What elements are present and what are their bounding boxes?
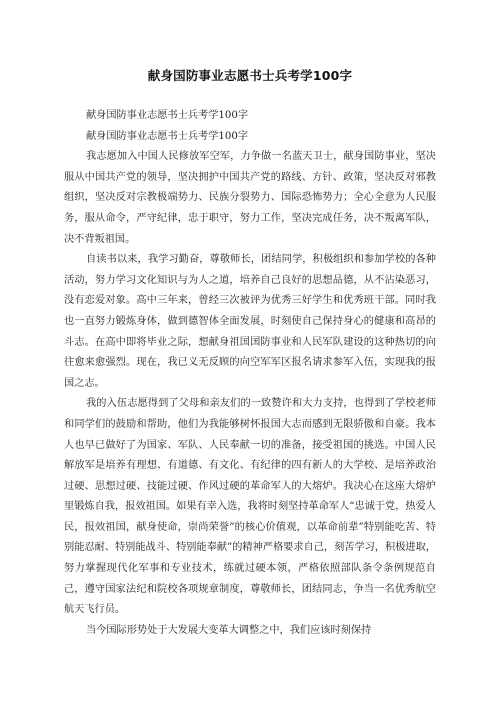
paragraph-study: 自读书以来，我学习勤奋，尊敬师长，团结同学，积极组织和参加学校的各种活动，努力学习文化知识与为人之道，培养自己良好的思想品德，从不沾染恶习，没有恋爱对象。高中三年来，曾经三次被评为优秀三好学生和优秀班干部。同时我也一直努力锻炼身体，做到德智体全面发展，时刻使自己保持身心的健康和高昂的斗志。在高中即将毕业之际，想献身祖国国防事业和人民军队建设的这种热切的向往愈来愈强烈。现在，我已义无反顾的向空军军区报名请求参军入伍，实现我的报国之志。 (64, 254, 436, 389)
subtitle-line: 献身国防事业志愿书士兵考学100字 (86, 110, 249, 121)
paragraph-situation: 当今国际形势处于大发展大变革大调整之中，我们应该时刻保持 (86, 624, 372, 636)
subtitle-block (64, 106, 436, 147)
subtitle-line: 献身国防事业志愿书士兵考学100字 (86, 130, 249, 142)
paragraph-support: 我的入伍志愿得到了父母和亲友们的一致赞许和大力支持，也得到了学校老师和同学们的鼓励和帮助，他们为我能够树怀报国大志而感到无限骄傲和自豪。我本人也早已做好了为国家、军队、人民奉献一切的准备，接受祖国的挑选。中国人民解放军是培养有理想、有道德、有文化、有纪律的四有新人的大学校、是培养政治过硬、思想过硬、技能过硬、作风过硬的革命军人的大熔炉。我决心在这座大熔炉里锻炼自我，报效祖国。如果有幸入选，我将时刻坚持革命军人“忠诚于党，热爱人民，报效祖国，献身使命，崇尚荣誉”的核心价值观，以革命前辈”特别能吃苦、特别能忍耐、特别能战斗、特别能奉献”的精神严格要求自己，刻苦学习，积极进取，努力掌握现代化军事和专业技术，练就过硬本领，严格依照部队条令条例规范自己，遵守国家法纪和院校各项规章制度，尊敬师长，团结同志，争当一名优秀航空航天飞行员。 (64, 398, 436, 616)
paragraph-pledge: 我志愿加入中国人民修放军空军，力争做一名蓝天卫士，献身国防事业，坚决服从中国共产党的领导，坚决拥护中国共产党的路线、方针、政策，坚决反对邪教组织，坚决反对宗教极端势力、民族分裂势力、国际恐怖势力；全心全意为人民服务，服从命令，严守纪律，忠于职守，努力工作，坚决完成任务，决不叛离军队，决不背叛祖国。 (64, 151, 436, 245)
document-title: 献身国防事业志愿书士兵考学100字 (147, 68, 353, 83)
document-body (64, 147, 436, 641)
